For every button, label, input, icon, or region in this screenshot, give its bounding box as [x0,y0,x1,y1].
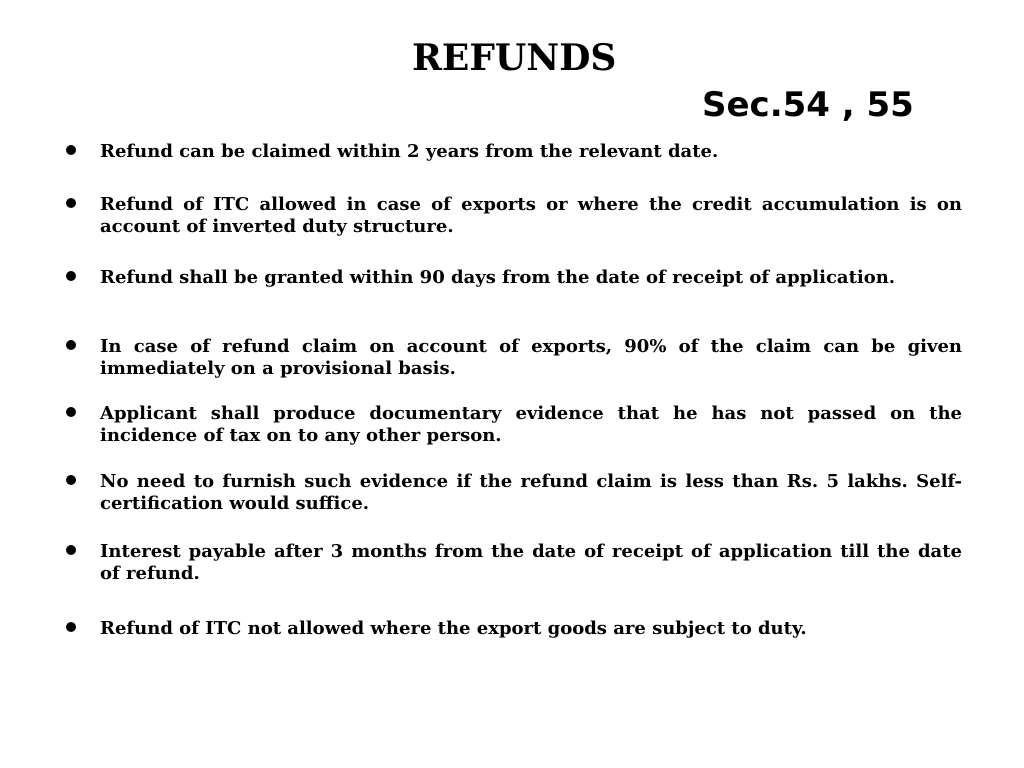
bullet-item [100,336,962,380]
bullet-text: In case of refund claim on account of exports, 90% of the claim can be given immediately on a provisional basis. [100,336,962,379]
bullet-text: Refund can be claimed within 2 years from the relevant date. [100,141,719,162]
bullet-dot-icon [66,545,76,555]
bullet-text: Applicant shall produce documentary evidence that he has not passed on the incidence of tax on to any other person. [100,403,962,446]
bullet-item [100,267,962,289]
bullet-dot-icon [66,271,76,281]
bullet-dot-icon [66,407,76,417]
bullet-text: Interest payable after 3 months from the date of receipt of application till the date of refund. [100,541,962,584]
bullet-item [100,618,962,640]
bullet-item [100,471,962,515]
bullet-item [100,541,962,585]
bullet-dot-icon [66,340,76,350]
bullet-dot-icon [66,475,76,485]
bullet-text: No need to furnish such evidence if the refund claim is less than Rs. 5 lakhs. Self-certification would suffice. [100,471,962,514]
bullet-item [100,141,962,163]
section-reference: Sec.54 , 55 [702,85,914,125]
bullet-dot-icon [66,145,76,155]
bullet-text: Refund of ITC allowed in case of exports or where the credit accumulation is on account of inverted duty structure. [100,194,962,237]
bullet-item [100,403,962,447]
bullet-dot-icon [66,198,76,208]
bullet-text: Refund of ITC not allowed where the export goods are subject to duty. [100,618,807,639]
slide-title: REFUNDS [412,37,617,79]
bullet-item [100,194,962,238]
bullet-dot-icon [66,622,76,632]
bullet-text: Refund shall be granted within 90 days from the date of receipt of application. [100,267,896,288]
